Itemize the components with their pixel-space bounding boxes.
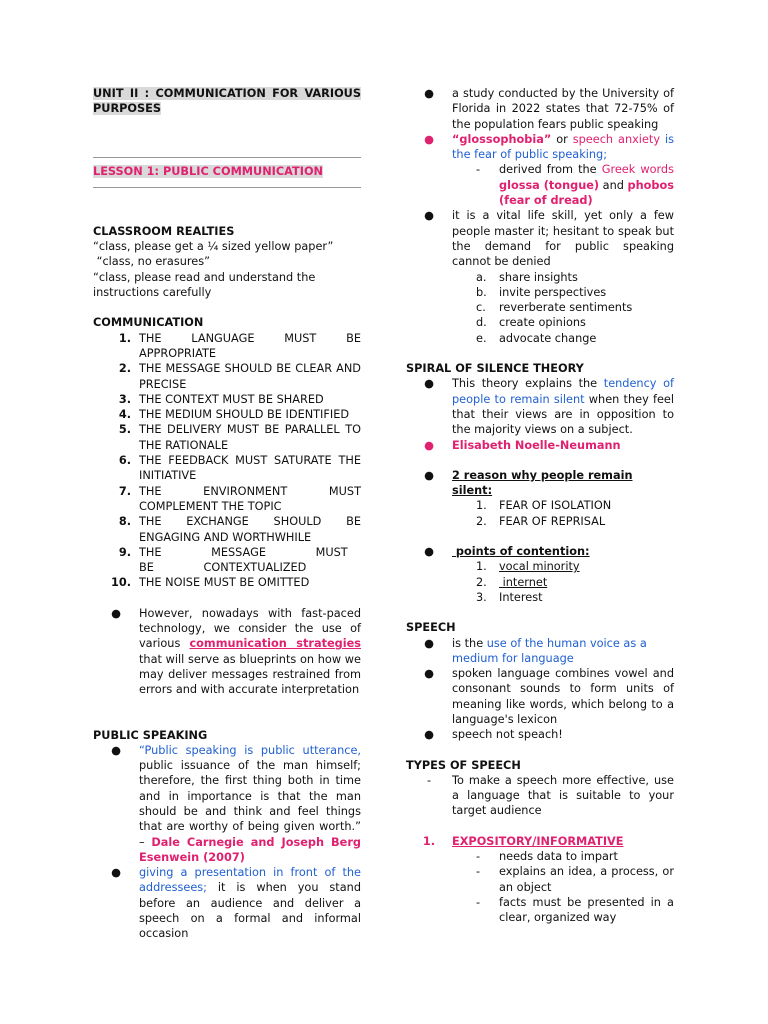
bullet-item: ● a study conducted by the University of Florida in 2022 states that 72-75% of the population fears public speaking [406,86,674,132]
classroom-line: “class, please read and understand the instructions carefully [93,270,316,300]
list-item: d. create opinions [476,316,586,330]
list-item: 4. THE MEDIUM SHOULD BE IDENTIFIED [118,408,350,422]
bullet-item: ● 2 reason why people remain silent: [406,468,674,499]
list-item: 5. THE DELIVERY MUST BE PARALLEL TO THE RATIONALE [118,423,361,452]
list-item: 1. vocal minority [476,560,580,574]
bullet-item: ● is the use of the human voice as a medium for language [406,636,674,667]
bullet-icon: ● [424,438,434,452]
list-item: a. share insights [476,270,578,284]
bullet-item: ● giving a presentation in front of the addressees; it is when you stand before an audience and deliver a speech on a formal and informal occasion [93,865,361,941]
type-item: 1. EXPOSITORY/INFORMATIVE [422,834,624,848]
dash-item: - To make a speech more effective, use a language that is suitable to your target audience [426,773,674,818]
dash-item: - explains an idea, a process, or an object [476,865,674,894]
list-item: 1. FEAR OF ISOLATION [476,499,612,513]
communication-strategies-term: communication strategies [189,637,361,651]
bullet-item: ● it is a vital life skill, yet only a few people master it; hesitant to speak but the demand for public speaking cannot be denied [406,208,674,269]
spiral-heading: SPIRAL OF SILENCE THEORY [406,362,584,376]
dash-item: - needs data to impart [476,850,618,864]
left-column [93,86,361,942]
contention-list [406,559,674,605]
bullet-item: ● “glossophobia” or speech anxiety is the fear of public speaking; [406,132,674,163]
bullet-icon: ● [424,468,434,482]
types-heading: TYPES OF SPEECH [406,758,521,772]
bullet-icon: ● [111,606,121,620]
classroom-line: “class, please get a ¼ sized yellow paper” [93,240,334,254]
list-item: e. advocate change [476,331,597,345]
citation: Dale Carnegie and Joseph Berg Esenwein (2007) [139,835,361,864]
communication-list [93,331,361,591]
bullet-item: ● speech not speach! [406,727,674,742]
bullet-item: ● This theory explains the tendency of people to remain silent when they feel that their views are in opposition to the majority views on a subject. [406,376,674,437]
list-item: 2. THE MESSAGE SHOULD BE CLEAR AND PRECISE [118,362,361,391]
list-item: 1. THE LANGUAGE MUST BE APPROPRIATE [118,331,361,360]
public-speaking-heading: PUBLIC SPEAKING [93,728,208,742]
list-item: 10. THE NOISE MUST BE OMITTED [110,576,310,590]
dash-item: - facts must be presented in a clear, organized way [476,895,674,925]
dash-item: - derived from the Greek words glossa (tongue) and phobos (fear of dread) [476,163,674,208]
bullet-icon: ● [424,87,434,100]
lesson-title: LESSON 1: PUBLIC COMMUNICATION [93,164,324,178]
list-item: 3. Interest [476,590,543,604]
bullet-icon: ● [424,377,434,391]
bullet-icon: ● [424,132,434,146]
bullet-item: ● Elisabeth Noelle-Neumann [406,438,674,453]
classroom-heading: CLASSROOM REALTIES [93,224,235,238]
list-item: 2. internet [476,575,548,589]
classroom-line: “class, no erasures” [93,255,210,269]
bullet-icon: ● [424,636,434,650]
bullet-item: ● spoken language combines vowel and consonant sounds to form units of meaning like words, which belong to a language's lexicon [406,666,674,727]
bullet-item: ● “Public speaking is public utterance, public issuance of the man himself; therefore, the first thing both in time and in importance is that the man should be and think and feel things that are worthy of being given worth.” – Dale Carnegie and Joseph Berg Esenwein (2007) [93,743,361,865]
speech-heading: SPEECH [406,621,456,635]
bullet-icon: ● [111,866,121,880]
list-item: 9. THE MESSAGE MUST BE CONTEXTUALIZED [118,545,348,575]
list-item: 2. FEAR OF REPRISAL [476,514,606,528]
bullet-icon: ● [424,728,434,742]
unit-title: UNIT II : COMMUNICATION FOR VARIOUS PURPOSES [93,87,361,116]
list-item: 3. THE CONTEXT MUST BE SHARED [118,392,324,406]
bullet-icon: ● [424,667,434,681]
list-item: 6. THE FEEDBACK MUST SATURATE THE INITIATIVE [118,454,361,483]
bullet-icon: ● [111,743,121,757]
list-item: c. reverberate sentiments [476,301,633,315]
right-column [406,86,674,926]
list-item: 7. THE ENVIRONMENT MUST COMPLEMENT THE TOPIC [118,484,361,513]
communication-heading: COMMUNICATION [93,316,204,330]
letter-list [406,270,674,346]
list-item: b. invite perspectives [476,285,607,299]
reasons-list [406,498,674,529]
bullet-icon: ● [424,545,434,559]
bullet-item: ● However, nowadays with fast-paced technology, we consider the use of various communication strategies that will serve as blueprints on how we may deliver messages restrained from errors and with accurate interpretation [93,606,361,698]
list-item: 8. THE EXCHANGE SHOULD BE ENGAGING AND WORTHWHILE [118,515,361,544]
bullet-item: ● points of contention: [406,544,674,559]
bullet-icon: ● [424,209,434,223]
